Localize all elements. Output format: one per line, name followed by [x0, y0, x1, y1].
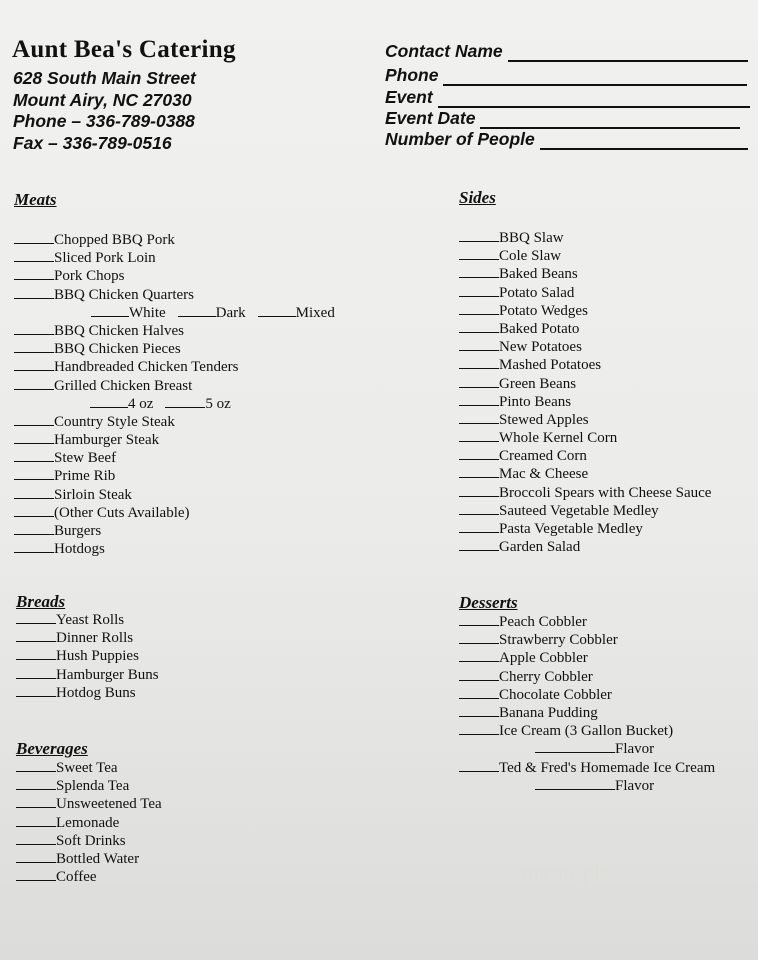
list-item[interactable] — [14, 267, 335, 285]
item-label: Hotdogs — [54, 541, 105, 558]
list-item[interactable] — [14, 322, 335, 340]
event-label: Event — [385, 87, 433, 107]
item-label: Mac & Cheese — [499, 466, 589, 483]
list-item[interactable] — [459, 265, 711, 283]
item-label: BBQ Slaw — [499, 230, 564, 246]
item-label: Coffee — [56, 869, 97, 886]
item-label: Country Style Steak — [54, 413, 175, 430]
list-item[interactable] — [14, 340, 335, 358]
mixed-option: Mixed — [295, 304, 335, 321]
event-field[interactable] — [385, 87, 750, 108]
flavor-label: Flavor — [615, 777, 655, 794]
list-item[interactable] — [16, 777, 162, 795]
flavor-label: Flavor — [615, 741, 655, 758]
item-label: BBQ Chicken Pieces — [54, 341, 181, 358]
list-item[interactable] — [16, 868, 162, 886]
list-item[interactable] — [459, 631, 715, 649]
item-label: Strawberry Cobbler — [499, 632, 618, 649]
sides-title: Sides — [459, 188, 496, 207]
list-item[interactable] — [459, 759, 715, 777]
list-item[interactable] — [459, 302, 711, 320]
list-item[interactable] — [14, 486, 335, 504]
item-label: Baked Potato — [499, 320, 580, 337]
item-label: Cherry Cobbler — [499, 668, 593, 685]
event-date-line[interactable] — [480, 113, 740, 129]
list-item[interactable] — [16, 795, 162, 813]
list-item[interactable] — [459, 338, 711, 356]
phone-number: Phone – 336-789-0388 — [13, 111, 195, 131]
item-label: Banana Pudding — [499, 704, 598, 721]
list-item[interactable] — [459, 320, 711, 338]
breads-title: Breads — [16, 592, 66, 611]
item-label: (Other Cuts Available) — [54, 504, 190, 521]
list-item[interactable] — [14, 231, 335, 249]
list-item[interactable] — [459, 247, 711, 265]
item-label: BBQ Chicken Quarters — [54, 286, 194, 303]
white-blank[interactable] — [91, 304, 129, 317]
item-label: Sweet Tea — [56, 760, 118, 776]
item-label: Mashed Potatoes — [499, 357, 602, 374]
list-item[interactable] — [459, 447, 711, 465]
list-item[interactable] — [16, 759, 162, 777]
item-label: Apple Cobbler — [499, 650, 588, 667]
sides-list — [459, 229, 711, 556]
list-item[interactable] — [16, 850, 162, 868]
contact-name-field[interactable] — [385, 41, 748, 62]
list-item[interactable] — [16, 814, 162, 832]
item-label: Yeast Rolls — [56, 612, 125, 628]
list-item[interactable] — [459, 465, 711, 483]
item-label: Splenda Tea — [56, 778, 130, 795]
list-item[interactable] — [459, 613, 715, 631]
chicken-breast-options — [14, 395, 335, 413]
item-label: Chopped BBQ Pork — [54, 232, 175, 248]
list-item[interactable] — [459, 284, 711, 302]
dark-blank[interactable] — [178, 304, 216, 317]
ted-freds-flavor[interactable] — [459, 777, 715, 795]
list-item[interactable] — [459, 668, 715, 686]
list-item[interactable] — [459, 538, 711, 556]
item-label: Pork Chops — [54, 268, 125, 285]
item-label: Grilled Chicken Breast — [54, 377, 193, 394]
item-label: Potato Wedges — [499, 302, 588, 319]
list-item[interactable] — [459, 722, 715, 740]
item-label: Ted & Fred's Homemade Ice Cream — [499, 759, 716, 776]
list-item[interactable] — [459, 429, 711, 447]
item-label: Stew Beef — [54, 450, 117, 467]
contact-name-label: Contact Name — [385, 41, 503, 61]
phone-label: Phone — [385, 65, 439, 85]
list-item[interactable] — [459, 484, 711, 502]
chicken-quarters-options — [14, 304, 335, 322]
item-label: Unsweetened Tea — [56, 796, 162, 813]
city-state-zip: Mount Airy, NC 27030 — [13, 90, 192, 110]
list-item[interactable] — [16, 629, 159, 647]
item-label: Pasta Vegetable Medley — [499, 521, 643, 537]
beverages-list — [16, 759, 162, 886]
item-label: Hush Puppies — [56, 648, 139, 665]
list-item[interactable] — [14, 377, 335, 395]
item-label: Handbreaded Chicken Tenders — [54, 359, 239, 376]
item-label: Sliced Pork Loin — [54, 250, 156, 267]
fax-number: Fax – 336-789-0516 — [13, 133, 172, 153]
list-item[interactable] — [459, 375, 711, 393]
item-label: Stewed Apples — [499, 411, 589, 428]
item-label: New Potatoes — [499, 339, 582, 356]
list-item[interactable] — [14, 522, 335, 540]
meats-title: Meats — [14, 190, 57, 209]
list-item[interactable] — [14, 504, 335, 522]
four-oz-option: 4 oz — [128, 395, 154, 412]
list-item[interactable] — [14, 286, 335, 304]
list-item[interactable] — [459, 649, 715, 667]
number-of-people-line[interactable] — [540, 134, 748, 150]
list-item[interactable] — [14, 358, 335, 376]
list-item[interactable] — [459, 520, 711, 538]
watermark: menu.pix — [522, 862, 612, 884]
list-item[interactable] — [16, 611, 159, 629]
list-item[interactable] — [459, 393, 711, 411]
number-of-people-field[interactable] — [385, 129, 748, 150]
item-label: Ice Cream (3 Gallon Bucket) — [499, 723, 674, 740]
event-date-field[interactable] — [385, 108, 740, 129]
beverages-title: Beverages — [16, 739, 88, 758]
list-item[interactable] — [16, 832, 162, 850]
item-label: BBQ Chicken Halves — [54, 322, 184, 339]
list-item[interactable] — [14, 449, 335, 467]
item-label: Dinner Rolls — [56, 630, 134, 647]
list-item[interactable] — [14, 540, 335, 558]
event-line[interactable] — [438, 92, 750, 108]
item-label: Whole Kernel Corn — [499, 430, 618, 447]
item-label: Prime Rib — [54, 468, 116, 485]
four-oz-blank[interactable] — [90, 395, 128, 408]
desserts-title: Desserts — [459, 593, 518, 612]
list-item[interactable] — [459, 411, 711, 429]
item-label: Hamburger Buns — [56, 666, 159, 683]
list-item[interactable] — [16, 666, 159, 684]
flavor-blank[interactable] — [535, 740, 615, 753]
event-date-label: Event Date — [385, 108, 476, 128]
phone-line[interactable] — [443, 70, 747, 86]
street-address: 628 South Main Street — [13, 68, 196, 88]
item-label: Bottled Water — [56, 850, 140, 867]
list-item[interactable] — [14, 467, 335, 485]
white-option: White — [129, 304, 166, 321]
item-label: Sauteed Vegetable Medley — [499, 502, 659, 519]
list-item[interactable] — [16, 647, 159, 665]
item-label: Soft Drinks — [56, 832, 126, 849]
item-label: Cole Slaw — [499, 248, 562, 265]
list-item[interactable] — [14, 249, 335, 267]
item-label: Hotdog Buns — [56, 684, 136, 701]
item-label: Peach Cobbler — [499, 614, 587, 630]
list-item[interactable] — [459, 229, 711, 247]
mixed-blank[interactable] — [258, 304, 296, 317]
meats-list — [14, 231, 335, 558]
item-label: Potato Salad — [499, 284, 575, 301]
list-item[interactable] — [16, 684, 159, 702]
list-item[interactable] — [459, 686, 715, 704]
item-label: Burgers — [54, 523, 102, 539]
breads-list — [16, 611, 159, 702]
five-oz-blank[interactable] — [165, 395, 205, 408]
list-item[interactable] — [14, 413, 335, 431]
contact-name-line[interactable] — [508, 46, 748, 62]
list-item[interactable] — [14, 431, 335, 449]
phone-field[interactable] — [385, 65, 747, 86]
dark-option: Dark — [215, 304, 246, 321]
item-label: Garden Salad — [499, 539, 581, 556]
desserts-list — [459, 613, 715, 795]
ice-cream-flavor[interactable] — [459, 740, 715, 758]
item-label: Hamburger Steak — [54, 432, 160, 449]
item-label: Chocolate Cobbler — [499, 686, 612, 703]
list-item[interactable] — [459, 502, 711, 520]
item-label: Sirloin Steak — [54, 486, 132, 503]
item-label: Baked Beans — [499, 266, 578, 283]
number-of-people-label: Number of People — [385, 129, 535, 149]
list-item[interactable] — [459, 704, 715, 722]
list-item[interactable] — [459, 356, 711, 374]
item-label: Creamed Corn — [499, 448, 587, 465]
item-label: Pinto Beans — [499, 393, 572, 410]
company-name: Aunt Bea's Catering — [12, 36, 236, 63]
item-label: Broccoli Spears with Cheese Sauce — [499, 484, 712, 501]
item-label: Lemonade — [56, 814, 120, 831]
flavor-blank[interactable] — [535, 777, 615, 790]
item-label: Green Beans — [499, 375, 577, 392]
five-oz-option: 5 oz — [205, 395, 231, 412]
